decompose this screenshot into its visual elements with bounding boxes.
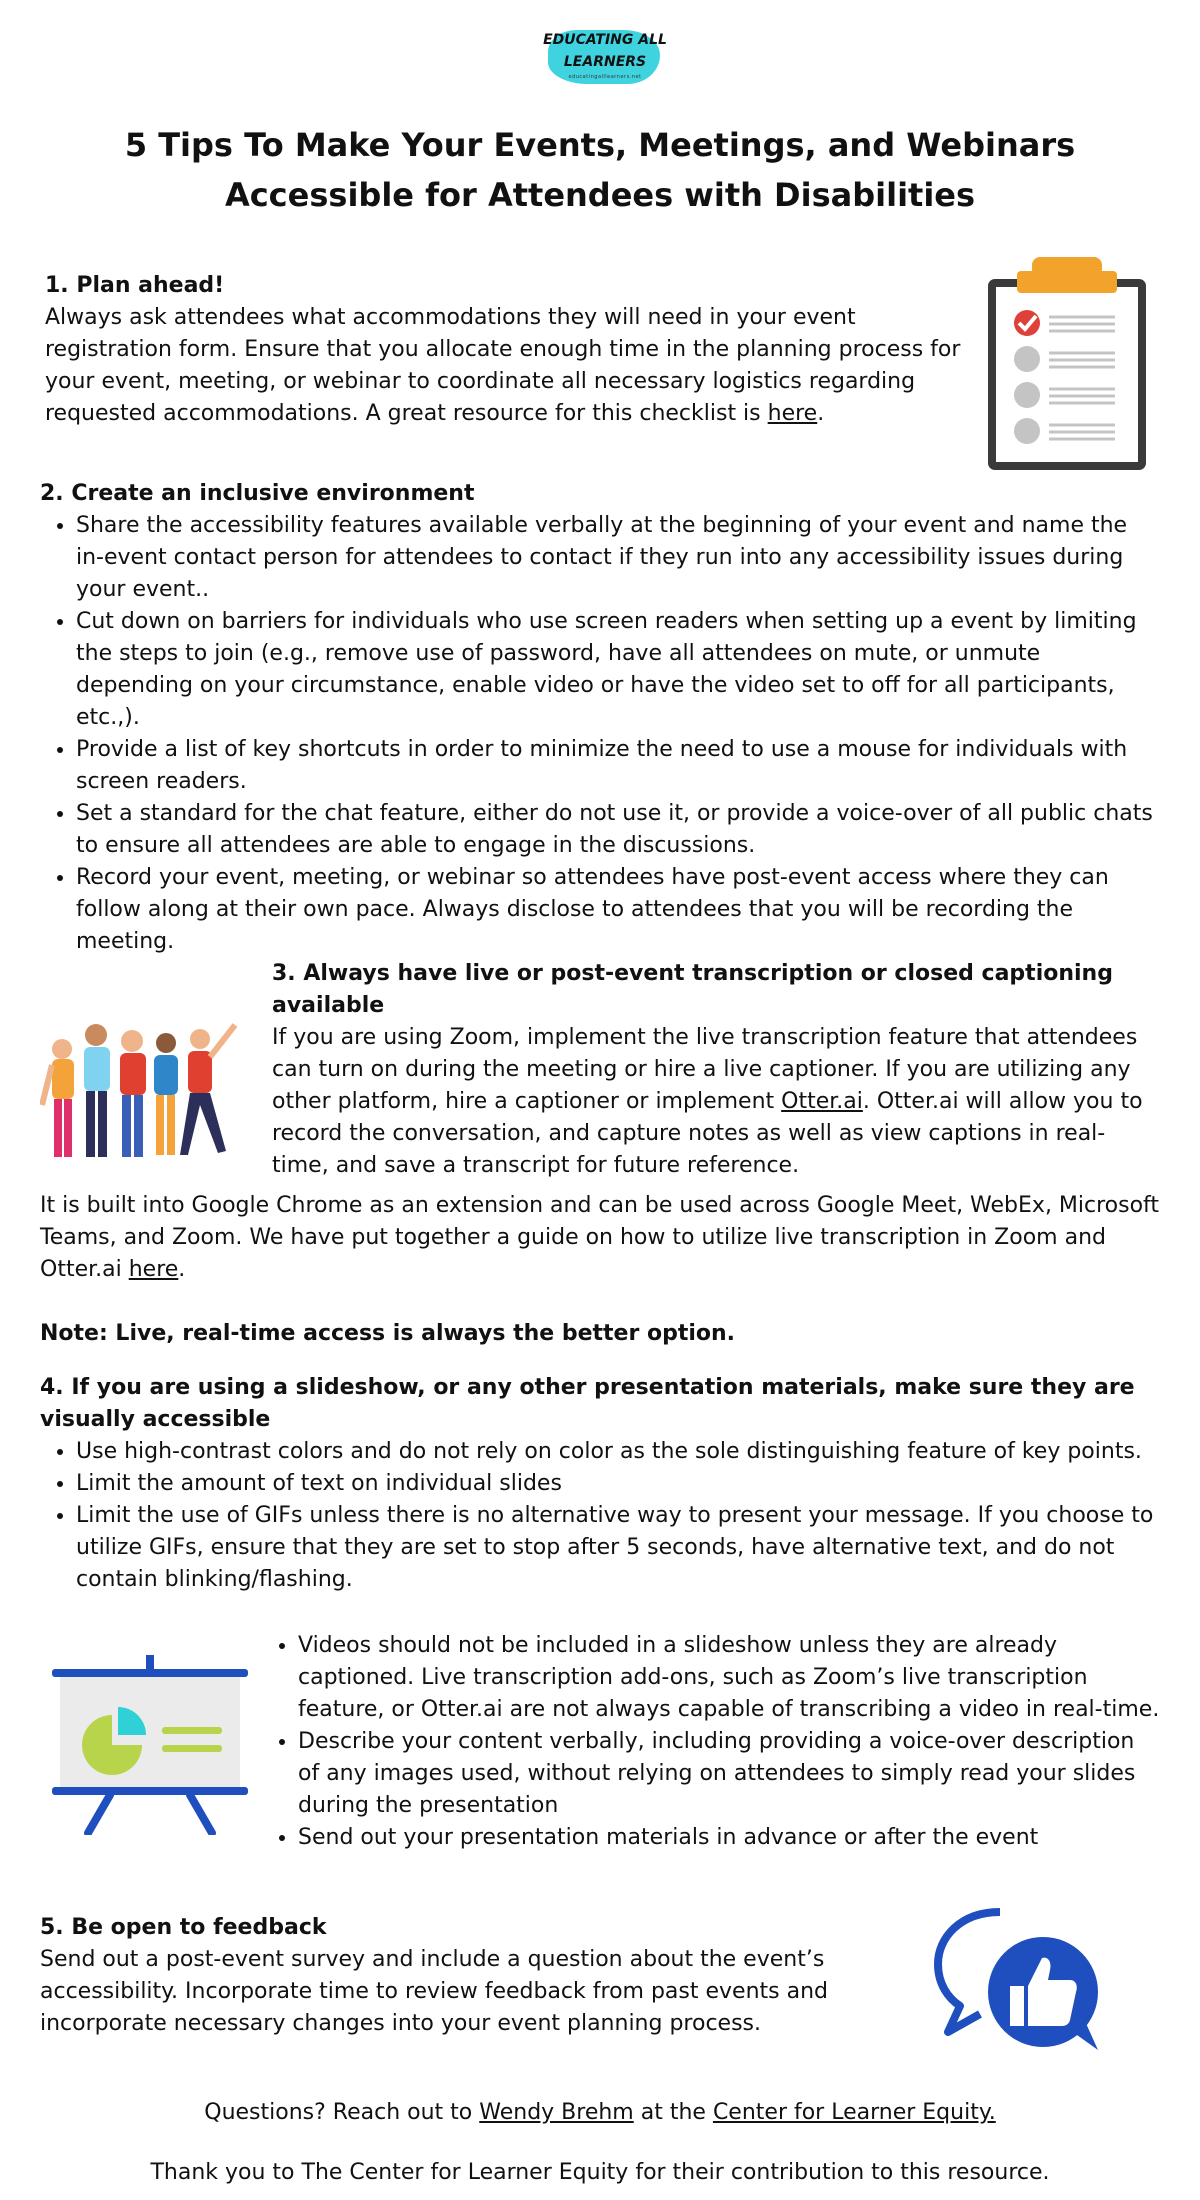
note-text: Note: Live, real-time access is always the better option. (40, 1321, 736, 1346)
list-item: • Provide a list of key shortcuts in order to minimize the need to use a mouse for individuals with screen readers. (76, 734, 1160, 798)
section-body (272, 1022, 1160, 1182)
list-item: • Videos should not be included in a slideshow unless they are already captioned. Live transcription add-ons, such as Zoom’s live transcription feature, or Otter.ai are not always capable of transcribing a video in real-time. (298, 1630, 1160, 1726)
tips-list (40, 1436, 1160, 1596)
section-slideshow-cont (262, 1630, 1160, 1854)
body-text: . Otter.ai will allow you to record the conversation, and capture notes as well as view captions in real-time, and save a transcript for future reference. (272, 1089, 1143, 1178)
body-text: It is built into Google Chrome as an extension and can be used across Google Meet, WebEx, Microsoft Teams, and Zoom. We have put together a guide on how to utilize live transcription in Zoom and Otter.ai (40, 1193, 1160, 1282)
guide-link[interactable]: here (128, 1257, 179, 1282)
section-captioning (272, 958, 1160, 1182)
section-plan-ahead (45, 270, 985, 430)
tips-list (40, 510, 1160, 958)
body-end: . (178, 1257, 186, 1282)
list-item: • Use high-contrast colors and do not rely on color as the sole distinguishing feature of key points. (76, 1436, 1160, 1468)
section-feedback (40, 1912, 890, 2040)
clipboard-checklist-icon (985, 255, 1150, 470)
footer-contact (0, 2097, 1200, 2129)
org-link[interactable]: Center for Learner Equity. (712, 2100, 996, 2125)
tips-list (262, 1630, 1160, 1854)
list-item: • Limit the amount of text on individual slides (76, 1468, 1160, 1500)
presentation-board-icon (50, 1655, 250, 1835)
footer-thanks: Thank you to The Center for Learner Equity for their contribution to this resource. (150, 2160, 1050, 2185)
footer-text: Questions? Reach out to (204, 2100, 480, 2125)
section-heading: 2. Create an inclusive environment (40, 481, 475, 506)
section-body: Send out a post-event survey and include a question about the event’s accessibility. Incorporate time to review feedback from past events and incorporate necessary changes into your event planning process. (40, 1947, 828, 2036)
list-item: • Limit the use of GIFs unless there is no alternative way to present your message. If you choose to utilize GIFs, ensure that they are set to stop after 5 seconds, have alternative text, and do not contain blinking/flashing. (76, 1500, 1160, 1596)
contact-link[interactable]: Wendy Brehm (479, 2100, 634, 2125)
body-text: If you are using Zoom, implement the live transcription feature that attendees can turn on during the meeting or hire a live captioner. If you are utilizing any other platform, hire a captioner or implement (272, 1025, 1138, 1114)
feedback-thumbs-up-icon (930, 1900, 1110, 2055)
section-inclusive-environment (40, 478, 1160, 958)
logo-url: educatingalllearners.net (568, 74, 642, 80)
logo-line2: LEARNERS (563, 54, 647, 70)
section-heading: 1. Plan ahead! (45, 273, 225, 298)
list-item: • Set a standard for the chat feature, either do not use it, or provide a voice-over of all public chats to ensure all attendees are able to engage in the discussions. (76, 798, 1160, 862)
otter-link[interactable]: Otter.ai (781, 1089, 863, 1114)
section-captioning-cont (40, 1190, 1160, 1350)
list-item: • Cut down on barriers for individuals who use screen readers when setting up a event by limiting the steps to join (e.g., remove use of password, have all attendees on mute, or unmute depending on your circumstance, enable video or have the video set to off for all participants, etc.,). (76, 606, 1160, 734)
section-heading: 3. Always have live or post-event transcription or closed captioning available (272, 961, 1113, 1018)
section-slideshow (40, 1372, 1160, 1596)
page-title: 5 Tips To Make Your Events, Meetings, and Webinars Accessible for Attendees with Disabilities (124, 126, 1076, 214)
logo (540, 14, 670, 94)
checklist-link[interactable]: here (767, 401, 818, 426)
logo-line1: EDUCATING ALL (543, 32, 667, 48)
people-group-illustration (40, 1005, 255, 1165)
section-body (45, 302, 985, 430)
list-item: • Share the accessibility features available verbally at the beginning of your event and name the in-event contact person for attendees to contact if they run into any accessibility issues during your event.. (76, 510, 1160, 606)
body-text: Always ask attendees what accommodations they will need in your event registration form. Ensure that you allocate enough time in the planning process for your event, meeting, or webinar to coordinate all necessary logistics regarding requested accommodations. A great resource for this checklist is (45, 305, 961, 426)
section-heading: 4. If you are using a slideshow, or any other presentation materials, make sure they are visually accessible (40, 1375, 1135, 1432)
list-item: • Describe your content verbally, including providing a voice-over description of any images used, without relying on attendees to simply read your slides during the presentation (298, 1726, 1160, 1822)
footer-text: at the (633, 2100, 713, 2125)
body-end: . (817, 401, 825, 426)
section-heading: 5. Be open to feedback (40, 1915, 327, 1940)
list-item: • Record your event, meeting, or webinar so attendees have post-event access where they can follow along at their own pace. Always disclose to attendees that you will be recording the meeting. (76, 862, 1160, 958)
section-body (40, 1190, 1160, 1286)
list-item: • Send out your presentation materials in advance or after the event (298, 1822, 1160, 1854)
